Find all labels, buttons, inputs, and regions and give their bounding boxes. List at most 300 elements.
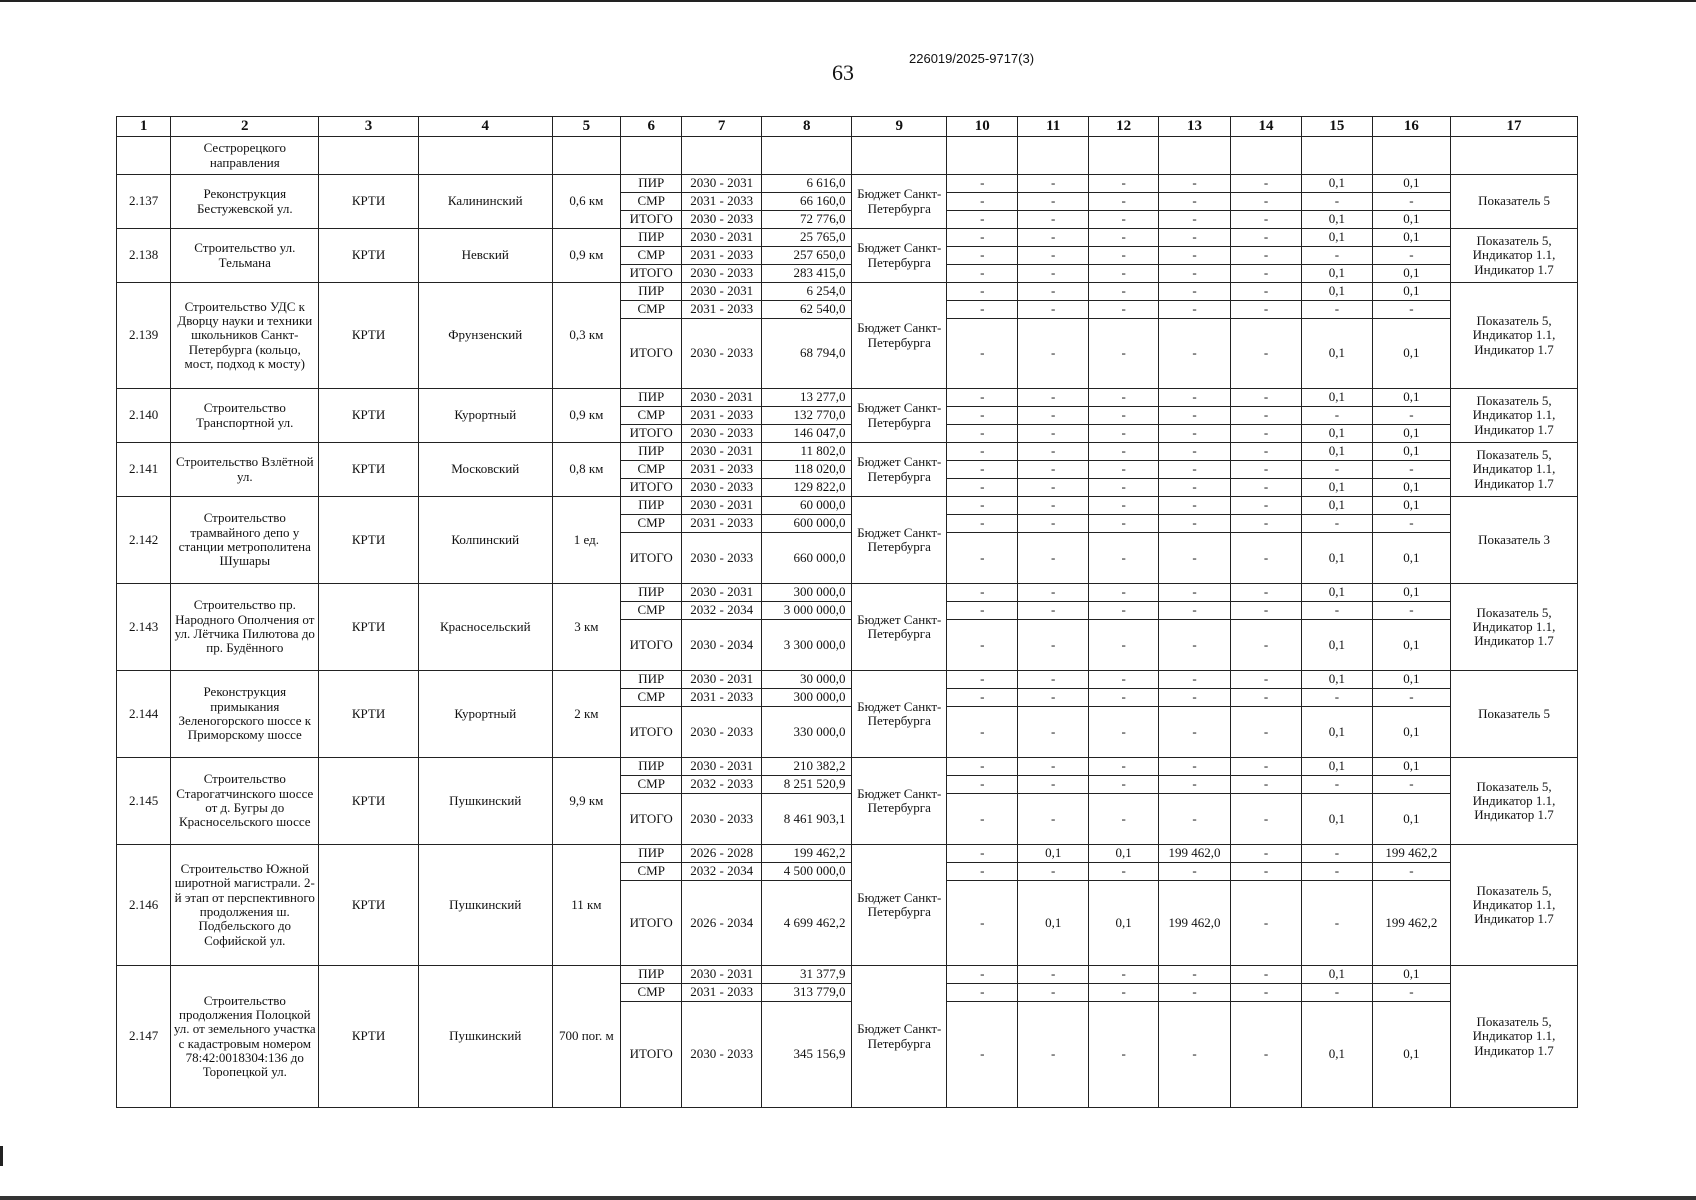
year-value-16: 0,1 bbox=[1372, 707, 1450, 758]
year-value-15: - bbox=[1302, 984, 1372, 1002]
table-row bbox=[117, 758, 1578, 776]
stage-amount: 132 770,0 bbox=[761, 407, 852, 425]
year-value-16: 199 462,2 bbox=[1372, 845, 1450, 863]
year-value-13: - bbox=[1159, 707, 1230, 758]
year-value-11: - bbox=[1018, 515, 1088, 533]
col-header-1: 1 bbox=[117, 117, 171, 137]
indicator: Показатель 5, Индикатор 1.1, Индикатор 1.7 bbox=[1451, 966, 1578, 1108]
measure-size: 0,3 км bbox=[552, 283, 620, 389]
year-value-13: - bbox=[1159, 533, 1230, 584]
year-value-12: - bbox=[1088, 211, 1158, 229]
year-value-10: - bbox=[947, 881, 1018, 966]
measure-number: 2.142 bbox=[117, 497, 171, 584]
year-value-12: 0,1 bbox=[1088, 881, 1158, 966]
continuation-id-cell bbox=[117, 137, 171, 175]
year-value-14: - bbox=[1230, 584, 1301, 602]
year-value-12: 0,1 bbox=[1088, 845, 1158, 863]
year-value-10: - bbox=[947, 301, 1018, 319]
stage-amount: 330 000,0 bbox=[761, 707, 852, 758]
year-value-14: - bbox=[1230, 479, 1301, 497]
year-value-14: - bbox=[1230, 425, 1301, 443]
year-value-13: - bbox=[1159, 1002, 1230, 1108]
year-value-12: - bbox=[1088, 389, 1158, 407]
year-value-16: 0,1 bbox=[1372, 584, 1450, 602]
year-value-11: - bbox=[1018, 211, 1088, 229]
year-value-14: - bbox=[1230, 247, 1301, 265]
year-value-12: - bbox=[1088, 175, 1158, 193]
stage-years: 2030 - 2033 bbox=[682, 479, 761, 497]
measure-size: 700 пог. м bbox=[552, 966, 620, 1108]
stage-years: 2032 - 2034 bbox=[682, 602, 761, 620]
continuation-cell bbox=[1451, 137, 1578, 175]
year-value-16: - bbox=[1372, 689, 1450, 707]
year-value-15: - bbox=[1302, 193, 1372, 211]
responsible-org: КРТИ bbox=[319, 845, 419, 966]
year-value-12: - bbox=[1088, 479, 1158, 497]
year-value-14: - bbox=[1230, 689, 1301, 707]
year-value-14: - bbox=[1230, 845, 1301, 863]
measure-number: 2.140 bbox=[117, 389, 171, 443]
measure-number: 2.137 bbox=[117, 175, 171, 229]
district: Пушкинский bbox=[418, 758, 552, 845]
year-value-16: 0,1 bbox=[1372, 229, 1450, 247]
scan-edge-mark bbox=[0, 1146, 3, 1166]
stage-label: ПИР bbox=[621, 443, 682, 461]
year-value-12: - bbox=[1088, 671, 1158, 689]
stage-years: 2030 - 2031 bbox=[682, 758, 761, 776]
year-value-13: - bbox=[1159, 966, 1230, 984]
stage-amount: 66 160,0 bbox=[761, 193, 852, 211]
year-value-10: - bbox=[947, 407, 1018, 425]
indicator: Показатель 5, Индикатор 1.1, Индикатор 1.7 bbox=[1451, 283, 1578, 389]
year-value-13: - bbox=[1159, 247, 1230, 265]
year-value-12: - bbox=[1088, 584, 1158, 602]
stage-label: ПИР bbox=[621, 758, 682, 776]
year-value-12: - bbox=[1088, 515, 1158, 533]
year-value-14: - bbox=[1230, 301, 1301, 319]
year-value-13: - bbox=[1159, 863, 1230, 881]
year-value-12: - bbox=[1088, 1002, 1158, 1108]
year-value-14: - bbox=[1230, 881, 1301, 966]
stage-label: ИТОГО bbox=[621, 425, 682, 443]
measure-name: Строительство Транспортной ул. bbox=[171, 389, 319, 443]
scan-top-edge bbox=[0, 0, 1696, 2]
continuation-cell bbox=[552, 137, 620, 175]
year-value-13: - bbox=[1159, 461, 1230, 479]
year-value-16: - bbox=[1372, 407, 1450, 425]
document-registration-code: 226019/2025-9717(3) bbox=[909, 51, 1035, 66]
year-value-11: - bbox=[1018, 584, 1088, 602]
responsible-org: КРТИ bbox=[319, 497, 419, 584]
funding-source: Бюджет Санкт-Петербурга bbox=[852, 584, 947, 671]
year-value-12: - bbox=[1088, 497, 1158, 515]
stage-years: 2031 - 2033 bbox=[682, 689, 761, 707]
stage-years: 2030 - 2033 bbox=[682, 265, 761, 283]
col-header-8: 8 bbox=[761, 117, 852, 137]
year-value-10: - bbox=[947, 707, 1018, 758]
funding-source: Бюджет Санкт-Петербурга bbox=[852, 175, 947, 229]
stage-amount: 600 000,0 bbox=[761, 515, 852, 533]
measure-size: 0,8 км bbox=[552, 443, 620, 497]
responsible-org: КРТИ bbox=[319, 283, 419, 389]
stage-amount: 313 779,0 bbox=[761, 984, 852, 1002]
year-value-12: - bbox=[1088, 533, 1158, 584]
funding-source: Бюджет Санкт-Петербурга bbox=[852, 497, 947, 584]
year-value-11: - bbox=[1018, 461, 1088, 479]
year-value-11: - bbox=[1018, 758, 1088, 776]
year-value-10: - bbox=[947, 602, 1018, 620]
year-value-11: - bbox=[1018, 863, 1088, 881]
year-value-15: 0,1 bbox=[1302, 794, 1372, 845]
stage-years: 2031 - 2033 bbox=[682, 461, 761, 479]
year-value-12: - bbox=[1088, 863, 1158, 881]
stage-years: 2030 - 2033 bbox=[682, 794, 761, 845]
col-header-13: 13 bbox=[1159, 117, 1230, 137]
year-value-14: - bbox=[1230, 407, 1301, 425]
stage-amount: 6 254,0 bbox=[761, 283, 852, 301]
year-value-13: - bbox=[1159, 407, 1230, 425]
stage-label: ПИР bbox=[621, 671, 682, 689]
year-value-14: - bbox=[1230, 984, 1301, 1002]
table-row bbox=[117, 584, 1578, 602]
stage-amount: 8 461 903,1 bbox=[761, 794, 852, 845]
stage-years: 2031 - 2033 bbox=[682, 247, 761, 265]
year-value-15: 0,1 bbox=[1302, 319, 1372, 389]
year-value-16: 0,1 bbox=[1372, 1002, 1450, 1108]
year-value-12: - bbox=[1088, 301, 1158, 319]
year-value-12: - bbox=[1088, 984, 1158, 1002]
responsible-org: КРТИ bbox=[319, 443, 419, 497]
stage-amount: 25 765,0 bbox=[761, 229, 852, 247]
year-value-11: - bbox=[1018, 247, 1088, 265]
year-value-14: - bbox=[1230, 758, 1301, 776]
year-value-16: - bbox=[1372, 247, 1450, 265]
stage-amount: 146 047,0 bbox=[761, 425, 852, 443]
table-row bbox=[117, 283, 1578, 301]
stage-years: 2030 - 2033 bbox=[682, 707, 761, 758]
stage-amount: 257 650,0 bbox=[761, 247, 852, 265]
year-value-16: 0,1 bbox=[1372, 211, 1450, 229]
year-value-10: - bbox=[947, 229, 1018, 247]
year-value-15: 0,1 bbox=[1302, 707, 1372, 758]
continuation-cell bbox=[1372, 137, 1450, 175]
year-value-14: - bbox=[1230, 515, 1301, 533]
funding-source: Бюджет Санкт-Петербурга bbox=[852, 443, 947, 497]
stage-label: ПИР bbox=[621, 497, 682, 515]
continuation-row bbox=[117, 137, 1578, 175]
measure-number: 2.139 bbox=[117, 283, 171, 389]
responsible-org: КРТИ bbox=[319, 229, 419, 283]
continuation-cell bbox=[418, 137, 552, 175]
year-value-10: - bbox=[947, 497, 1018, 515]
year-value-11: - bbox=[1018, 794, 1088, 845]
stage-years: 2030 - 2031 bbox=[682, 443, 761, 461]
table-row bbox=[117, 966, 1578, 984]
year-value-11: - bbox=[1018, 602, 1088, 620]
year-value-10: - bbox=[947, 265, 1018, 283]
year-value-11: - bbox=[1018, 984, 1088, 1002]
table-row bbox=[117, 671, 1578, 689]
year-value-15: 0,1 bbox=[1302, 479, 1372, 497]
year-value-14: - bbox=[1230, 533, 1301, 584]
year-value-16: 0,1 bbox=[1372, 389, 1450, 407]
year-value-15: 0,1 bbox=[1302, 584, 1372, 602]
stage-label: ИТОГО bbox=[621, 479, 682, 497]
year-value-15: - bbox=[1302, 515, 1372, 533]
year-value-15: - bbox=[1302, 602, 1372, 620]
measure-number: 2.145 bbox=[117, 758, 171, 845]
year-value-16: 0,1 bbox=[1372, 175, 1450, 193]
year-value-12: - bbox=[1088, 193, 1158, 211]
year-value-13: - bbox=[1159, 389, 1230, 407]
year-value-11: 0,1 bbox=[1018, 845, 1088, 863]
stage-amount: 72 776,0 bbox=[761, 211, 852, 229]
year-value-15: - bbox=[1302, 247, 1372, 265]
stage-years: 2031 - 2033 bbox=[682, 301, 761, 319]
continuation-cell bbox=[682, 137, 761, 175]
year-value-11: - bbox=[1018, 776, 1088, 794]
year-value-10: - bbox=[947, 984, 1018, 1002]
year-value-11: - bbox=[1018, 283, 1088, 301]
year-value-16: - bbox=[1372, 602, 1450, 620]
year-value-12: - bbox=[1088, 443, 1158, 461]
stage-years: 2030 - 2033 bbox=[682, 319, 761, 389]
col-header-16: 16 bbox=[1372, 117, 1450, 137]
year-value-12: - bbox=[1088, 247, 1158, 265]
year-value-11: - bbox=[1018, 407, 1088, 425]
scan-bottom-edge bbox=[0, 1196, 1696, 1200]
stage-label: ИТОГО bbox=[621, 707, 682, 758]
col-header-17: 17 bbox=[1451, 117, 1578, 137]
district: Пушкинский bbox=[418, 845, 552, 966]
year-value-13: - bbox=[1159, 689, 1230, 707]
col-header-7: 7 bbox=[682, 117, 761, 137]
funding-source: Бюджет Санкт-Петербурга bbox=[852, 966, 947, 1108]
stage-amount: 8 251 520,9 bbox=[761, 776, 852, 794]
stage-amount: 31 377,9 bbox=[761, 966, 852, 984]
year-value-10: - bbox=[947, 689, 1018, 707]
stage-amount: 118 020,0 bbox=[761, 461, 852, 479]
measure-size: 0,9 км bbox=[552, 229, 620, 283]
col-header-12: 12 bbox=[1088, 117, 1158, 137]
year-value-10: - bbox=[947, 1002, 1018, 1108]
year-value-15: 0,1 bbox=[1302, 758, 1372, 776]
page-number: 63 bbox=[832, 60, 854, 85]
stage-years: 2032 - 2034 bbox=[682, 863, 761, 881]
year-value-15: 0,1 bbox=[1302, 229, 1372, 247]
year-value-14: - bbox=[1230, 193, 1301, 211]
year-value-13: - bbox=[1159, 984, 1230, 1002]
year-value-16: 0,1 bbox=[1372, 319, 1450, 389]
continuation-cell bbox=[761, 137, 852, 175]
district: Колпинский bbox=[418, 497, 552, 584]
year-value-10: - bbox=[947, 620, 1018, 671]
table-row bbox=[117, 229, 1578, 247]
stage-years: 2030 - 2031 bbox=[682, 497, 761, 515]
district: Красносельский bbox=[418, 584, 552, 671]
stage-years: 2030 - 2031 bbox=[682, 966, 761, 984]
continuation-cell bbox=[1088, 137, 1158, 175]
year-value-12: - bbox=[1088, 461, 1158, 479]
year-value-12: - bbox=[1088, 758, 1158, 776]
stage-amount: 68 794,0 bbox=[761, 319, 852, 389]
stage-label: ИТОГО bbox=[621, 533, 682, 584]
year-value-13: - bbox=[1159, 319, 1230, 389]
year-value-11: - bbox=[1018, 319, 1088, 389]
stage-years: 2026 - 2028 bbox=[682, 845, 761, 863]
year-value-13: - bbox=[1159, 193, 1230, 211]
year-value-16: 0,1 bbox=[1372, 283, 1450, 301]
stage-years: 2026 - 2034 bbox=[682, 881, 761, 966]
year-value-10: - bbox=[947, 966, 1018, 984]
stage-label: ПИР bbox=[621, 229, 682, 247]
year-value-11: - bbox=[1018, 479, 1088, 497]
year-value-15: 0,1 bbox=[1302, 389, 1372, 407]
year-value-15: 0,1 bbox=[1302, 620, 1372, 671]
stage-years: 2030 - 2033 bbox=[682, 1002, 761, 1108]
year-value-10: - bbox=[947, 211, 1018, 229]
year-value-12: - bbox=[1088, 425, 1158, 443]
year-value-11: - bbox=[1018, 620, 1088, 671]
year-value-12: - bbox=[1088, 602, 1158, 620]
continuation-cell bbox=[852, 137, 947, 175]
stage-amount: 4 699 462,2 bbox=[761, 881, 852, 966]
year-value-10: - bbox=[947, 461, 1018, 479]
year-value-13: - bbox=[1159, 283, 1230, 301]
stage-years: 2030 - 2031 bbox=[682, 389, 761, 407]
year-value-16: 0,1 bbox=[1372, 443, 1450, 461]
year-value-15: 0,1 bbox=[1302, 1002, 1372, 1108]
year-value-10: - bbox=[947, 175, 1018, 193]
stage-amount: 4 500 000,0 bbox=[761, 863, 852, 881]
indicator: Показатель 3 bbox=[1451, 497, 1578, 584]
year-value-16: 0,1 bbox=[1372, 966, 1450, 984]
year-value-10: - bbox=[947, 794, 1018, 845]
year-value-13: - bbox=[1159, 175, 1230, 193]
responsible-org: КРТИ bbox=[319, 966, 419, 1108]
year-value-10: - bbox=[947, 479, 1018, 497]
year-value-12: - bbox=[1088, 966, 1158, 984]
funding-source: Бюджет Санкт-Петербурга bbox=[852, 845, 947, 966]
year-value-16: 0,1 bbox=[1372, 671, 1450, 689]
year-value-14: - bbox=[1230, 707, 1301, 758]
year-value-14: - bbox=[1230, 211, 1301, 229]
year-value-11: - bbox=[1018, 193, 1088, 211]
year-value-14: - bbox=[1230, 671, 1301, 689]
year-value-15: 0,1 bbox=[1302, 497, 1372, 515]
year-value-11: - bbox=[1018, 533, 1088, 584]
year-value-15: 0,1 bbox=[1302, 966, 1372, 984]
stage-label: ИТОГО bbox=[621, 881, 682, 966]
year-value-15: 0,1 bbox=[1302, 283, 1372, 301]
responsible-org: КРТИ bbox=[319, 758, 419, 845]
year-value-11: - bbox=[1018, 425, 1088, 443]
measure-name: Реконструкция примыкания Зеленогорского шоссе к Приморскому шоссе bbox=[171, 671, 319, 758]
year-value-16: 0,1 bbox=[1372, 479, 1450, 497]
stage-label: СМР bbox=[621, 407, 682, 425]
stage-years: 2030 - 2031 bbox=[682, 671, 761, 689]
stage-amount: 345 156,9 bbox=[761, 1002, 852, 1108]
measure-size: 3 км bbox=[552, 584, 620, 671]
year-value-10: - bbox=[947, 443, 1018, 461]
responsible-org: КРТИ bbox=[319, 175, 419, 229]
stage-label: ПИР bbox=[621, 283, 682, 301]
year-value-10: - bbox=[947, 671, 1018, 689]
program-measures-table bbox=[116, 116, 1578, 1108]
year-value-15: - bbox=[1302, 407, 1372, 425]
year-value-15: - bbox=[1302, 301, 1372, 319]
year-value-14: - bbox=[1230, 602, 1301, 620]
indicator: Показатель 5, Индикатор 1.1, Индикатор 1.7 bbox=[1451, 389, 1578, 443]
indicator: Показатель 5, Индикатор 1.1, Индикатор 1.7 bbox=[1451, 584, 1578, 671]
stage-amount: 62 540,0 bbox=[761, 301, 852, 319]
measure-name: Реконструкция Бестужевской ул. bbox=[171, 175, 319, 229]
year-value-16: - bbox=[1372, 461, 1450, 479]
stage-amount: 60 000,0 bbox=[761, 497, 852, 515]
continuation-cell bbox=[621, 137, 682, 175]
funding-source: Бюджет Санкт-Петербурга bbox=[852, 283, 947, 389]
stage-amount: 199 462,2 bbox=[761, 845, 852, 863]
stage-amount: 210 382,2 bbox=[761, 758, 852, 776]
stage-label: ИТОГО bbox=[621, 211, 682, 229]
stage-years: 2030 - 2033 bbox=[682, 533, 761, 584]
year-value-14: - bbox=[1230, 265, 1301, 283]
stage-amount: 283 415,0 bbox=[761, 265, 852, 283]
year-value-11: - bbox=[1018, 443, 1088, 461]
indicator: Показатель 5 bbox=[1451, 175, 1578, 229]
stage-label: СМР bbox=[621, 247, 682, 265]
measure-number: 2.144 bbox=[117, 671, 171, 758]
stage-label: СМР bbox=[621, 301, 682, 319]
responsible-org: КРТИ bbox=[319, 671, 419, 758]
stage-years: 2030 - 2033 bbox=[682, 425, 761, 443]
measure-number: 2.138 bbox=[117, 229, 171, 283]
year-value-14: - bbox=[1230, 175, 1301, 193]
year-value-14: - bbox=[1230, 443, 1301, 461]
year-value-15: - bbox=[1302, 845, 1372, 863]
stage-label: СМР bbox=[621, 689, 682, 707]
year-value-10: - bbox=[947, 863, 1018, 881]
stage-label: СМР bbox=[621, 193, 682, 211]
year-value-15: 0,1 bbox=[1302, 443, 1372, 461]
stage-years: 2030 - 2031 bbox=[682, 283, 761, 301]
stage-amount: 11 802,0 bbox=[761, 443, 852, 461]
year-value-12: - bbox=[1088, 229, 1158, 247]
year-value-14: - bbox=[1230, 229, 1301, 247]
year-value-12: - bbox=[1088, 794, 1158, 845]
table-row bbox=[117, 497, 1578, 515]
year-value-13: - bbox=[1159, 265, 1230, 283]
district: Калининский bbox=[418, 175, 552, 229]
stage-label: СМР bbox=[621, 863, 682, 881]
year-value-16: 0,1 bbox=[1372, 425, 1450, 443]
year-value-10: - bbox=[947, 425, 1018, 443]
district: Фрунзенский bbox=[418, 283, 552, 389]
year-value-10: - bbox=[947, 193, 1018, 211]
stage-label: ИТОГО bbox=[621, 620, 682, 671]
year-value-15: - bbox=[1302, 689, 1372, 707]
year-value-15: 0,1 bbox=[1302, 211, 1372, 229]
year-value-10: - bbox=[947, 247, 1018, 265]
year-value-10: - bbox=[947, 515, 1018, 533]
year-value-16: - bbox=[1372, 776, 1450, 794]
year-value-13: - bbox=[1159, 301, 1230, 319]
year-value-13: - bbox=[1159, 620, 1230, 671]
responsible-org: КРТИ bbox=[319, 584, 419, 671]
year-value-10: - bbox=[947, 584, 1018, 602]
stage-years: 2030 - 2034 bbox=[682, 620, 761, 671]
year-value-13: 199 462,0 bbox=[1159, 881, 1230, 966]
